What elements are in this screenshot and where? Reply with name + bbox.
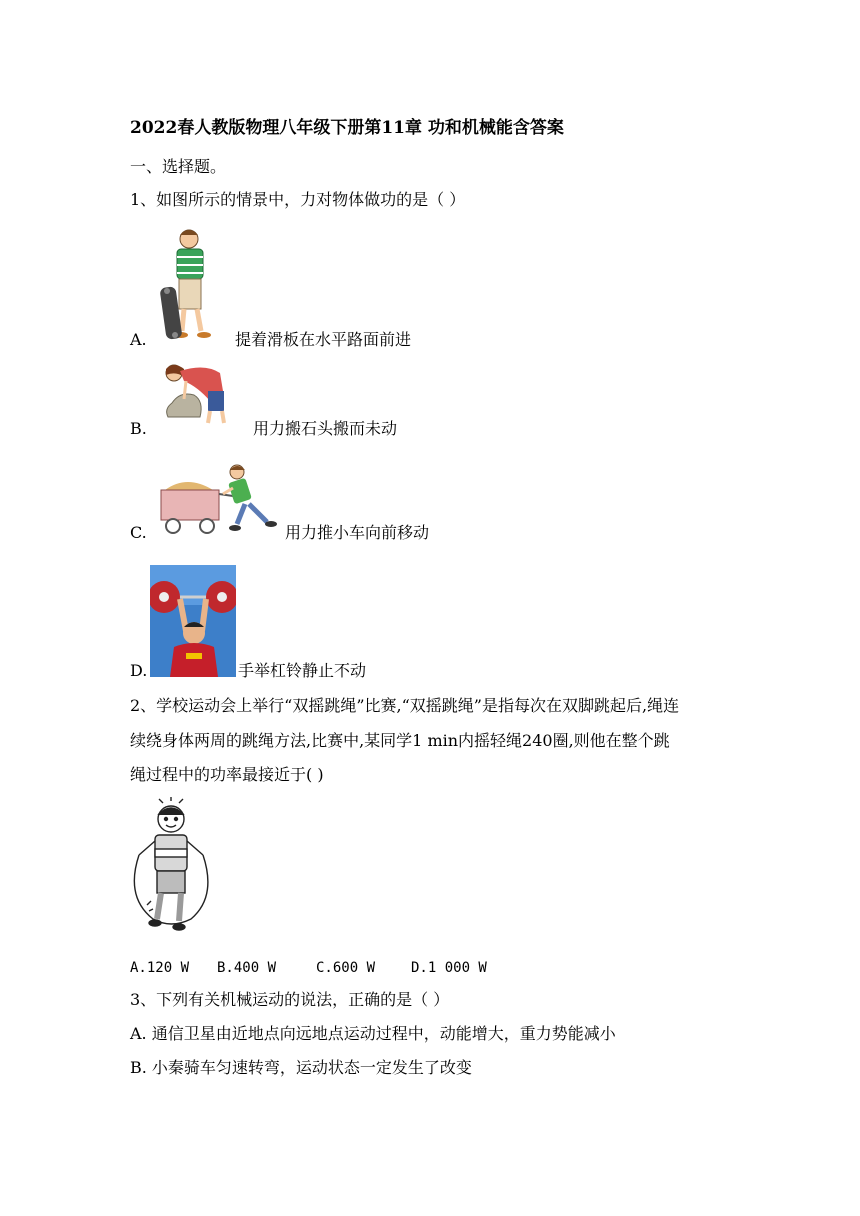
page-title: 2022春人教版物理八年级下册第11章 功和机械能含答案: [130, 118, 564, 138]
q1-option-d-letter: D.: [130, 661, 148, 680]
section-heading: 一、选择题。: [130, 157, 227, 176]
q2-option-a: A.120 W: [130, 960, 190, 976]
q1-stem: 1、如图所示的情景中，力对物体做功的是（ ）: [130, 190, 466, 209]
q1-option-b-text: 用力搬石头搬而未动: [253, 419, 398, 438]
q3-stem: 3、下列有关机械运动的说法，正确的是（ ）: [130, 990, 450, 1009]
q2-option-d: D.1 000 W: [411, 960, 487, 976]
q3-option-a: A. 通信卫星由近地点向远地点运动过程中，动能增大，重力势能减小: [130, 1024, 616, 1043]
rope-skipping-boy-figure: [125, 797, 220, 937]
q2-stem-line-2: 续绕身体两周的跳绳方法,比赛中,某同学1 min内摇轻绳240圈,则他在整个跳: [130, 731, 670, 750]
q1-option-b-letter: B.: [130, 419, 147, 438]
boy-carrying-skateboard-figure: [157, 225, 227, 345]
q1-option-c-text: 用力推小车向前移动: [285, 523, 430, 542]
q2-option-c: C.600 W: [316, 960, 376, 976]
q2-stem-line-3: 绳过程中的功率最接近于( ): [130, 765, 324, 784]
q3-option-b: B. 小秦骑车匀速转弯，运动状态一定发生了改变: [130, 1058, 472, 1077]
woman-lifting-rock-figure: [150, 357, 240, 427]
weightlifter-photo: [150, 565, 236, 677]
q1-option-d-text: 手举杠铃静止不动: [238, 661, 367, 680]
q1-option-a-letter: A.: [130, 330, 147, 349]
q1-option-a-text: 提着滑板在水平路面前进: [235, 330, 412, 349]
q1-option-c-letter: C.: [130, 523, 147, 542]
q2-option-b: B.400 W: [217, 960, 277, 976]
q2-stem-line-1: 2、学校运动会上举行“双摇跳绳”比赛,“双摇跳绳”是指每次在双脚跳起后,绳连: [130, 696, 680, 715]
boy-pushing-cart-figure: [157, 462, 282, 537]
